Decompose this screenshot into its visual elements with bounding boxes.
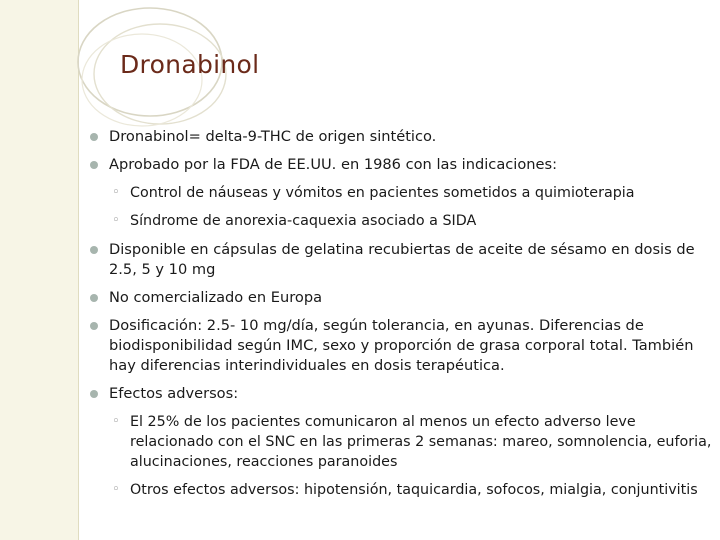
bullet-dosificacion: Dosificación: 2.5- 10 mg/día, según tolerancia, en ayunas. Diferencias de biodisponibilidad según IMC, sexo y proporción de grasa corporal total. También hay diferencias interindividuales en dosis terapéutica.	[88, 316, 714, 376]
sub-bullet-indicacion-sida: ◦ Síndrome de anorexia-caquexia asociado a SIDA	[88, 211, 714, 231]
bullet-comercializacion: No comercializado en Europa	[88, 288, 714, 308]
bullet-definicion: Dronabinol= delta-9-THC de origen sintético.	[88, 127, 714, 147]
sub-bullet-efecto-snc: ◦ El 25% de los pacientes comunicaron al menos un efecto adverso leve relacionado con el SNC en las primeras 2 semanas: mareo, somnolencia, euforia, alucinaciones, reacciones paranoides	[88, 412, 714, 472]
slide-sidebar-band	[0, 0, 79, 540]
bullet-efectos-adversos: Efectos adversos:	[88, 384, 714, 404]
sub-bullet-otros-efectos: ◦ Otros efectos adversos: hipotensión, taquicardia, sofocos, mialgia, conjuntivitis	[88, 480, 714, 500]
sub-bullet-indicacion-nauseas: ◦ Control de náuseas y vómitos en pacientes sometidos a quimioterapia	[88, 183, 714, 203]
slide-title: Dronabinol	[120, 50, 260, 79]
slide-content	[88, 127, 714, 500]
bullet-disponibilidad: Disponible en cápsulas de gelatina recubiertas de aceite de sésamo en dosis de 2.5, 5 y 10 mg	[88, 240, 714, 280]
bullet-aprobacion: Aprobado por la FDA de EE.UU. en 1986 con las indicaciones:	[88, 155, 714, 175]
